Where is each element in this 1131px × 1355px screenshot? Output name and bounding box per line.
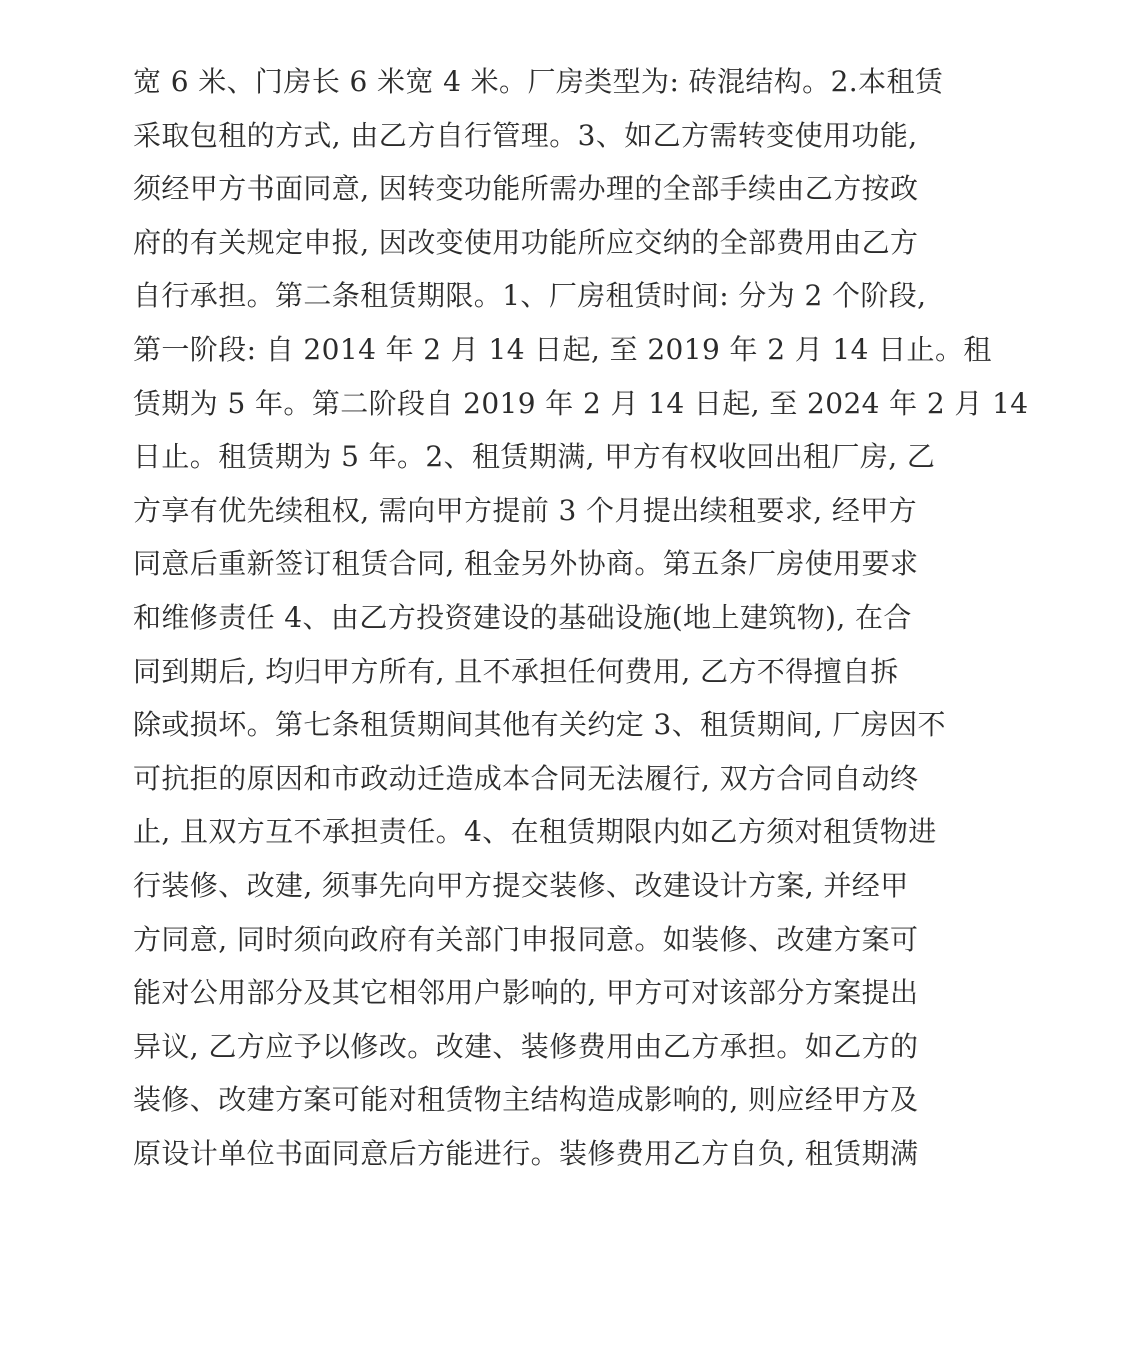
text-line: 异议, 乙方应予以修改。改建、装修费用由乙方承担。如乙方的 <box>133 1029 919 1063</box>
text-line: 赁期为 5 年。第二阶段自 2019 年 2 月 14 日起, 至 2024 年 2 月 14 <box>133 386 1029 420</box>
text-line: 日止。租赁期为 5 年。2、租赁期满, 甲方有权收回出租厂房, 乙 <box>133 440 936 474</box>
text-line: 自行承担。第二条租赁期限。1、厂房租赁时间: 分为 2 个阶段, <box>133 279 927 313</box>
text-line: 和维修责任 4、由乙方投资建设的基础设施(地上建筑物), 在合 <box>133 600 912 634</box>
text-line: 可抗拒的原因和市政动迁造成本合同无法履行, 双方合同自动终 <box>133 761 919 795</box>
text-line: 第一阶段: 自 2014 年 2 月 14 日起, 至 2019 年 2 月 14 日止。租 <box>133 332 992 366</box>
text-line: 能对公用部分及其它相邻用户影响的, 甲方可对该部分方案提出 <box>133 976 919 1010</box>
text-line: 除或损坏。第七条租赁期间其他有关约定 3、租赁期间, 厂房因不 <box>133 708 946 742</box>
text-line: 方享有优先续租权, 需向甲方提前 3 个月提出续租要求, 经甲方 <box>133 493 918 527</box>
text-line: 府的有关规定申报, 因改变使用功能所应交纳的全部费用由乙方 <box>133 225 919 259</box>
text-line: 宽 6 米、门房长 6 米宽 4 米。厂房类型为: 砖混结构。2.本租赁 <box>133 65 944 98</box>
text-line: 行装修、改建, 须事先向甲方提交装修、改建设计方案, 并经甲 <box>133 868 909 902</box>
text-line: 方同意, 同时须向政府有关部门申报同意。如装修、改建方案可 <box>133 922 919 956</box>
text-line: 采取包租的方式, 由乙方自行管理。3、如乙方需转变使用功能, <box>133 118 918 152</box>
text-line: 止, 且双方互不承担责任。4、在租赁期限内如乙方须对租赁物进 <box>133 815 937 849</box>
text-line: 装修、改建方案可能对租赁物主结构造成影响的, 则应经甲方及 <box>133 1083 919 1117</box>
text-line: 同意后重新签订租赁合同, 租金另外协商。第五条厂房使用要求 <box>133 547 919 581</box>
text-line: 须经甲方书面同意, 因转变功能所需办理的全部手续由乙方按政 <box>133 172 919 206</box>
text-line: 同到期后, 均归甲方所有, 且不承担任何费用, 乙方不得擅自拆 <box>133 654 899 688</box>
contract-text-body <box>133 55 1033 1180</box>
text-line: 原设计单位书面同意后方能进行。装修费用乙方自负, 租赁期满 <box>133 1136 919 1170</box>
